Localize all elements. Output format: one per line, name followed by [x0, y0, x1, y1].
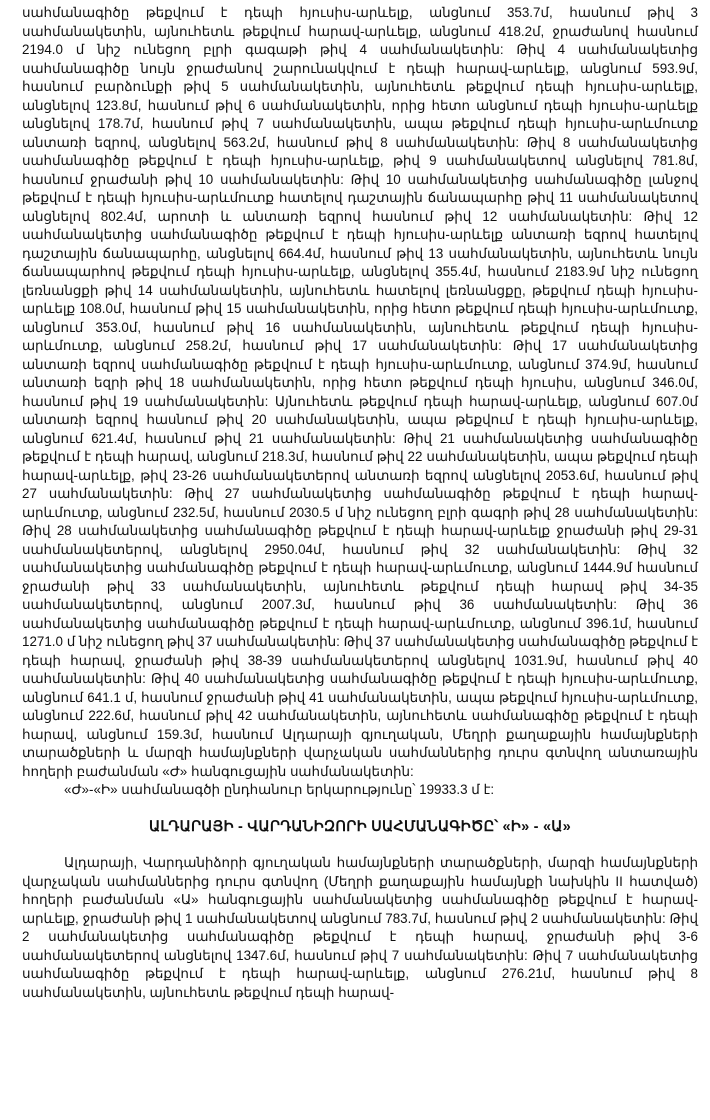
boundary-total-length: «Ժ»-«Ի» սահմանագծի ընդհանուր երկարությունը՝ 19933.3 մ է: [64, 782, 495, 797]
boundary-description-paragraph: սահմանագիծը թեքվում է դեպի հյուսիս-արևելք, անցնում 353.7մ, հասնում թիվ 3 սահմանակետին, այնուհետև թեքվում հարավ-արևելք, անցնում 418.2մ, ջրաժանով հասնում 2194.0 մ նիշ ունեցող բլրի գագաթի թիվ 4 սահմանակետին: Թիվ 4 սահմանակետից սահմանագիծը նույն ջրաժանով շարունակվում է դեպի հարավ-արևելք, անցնում 593.9մ, հասնում բարձունքի թիվ 5 սահմանակետին, այնուհետև թեքվում դեպի հյուսիս-արևելք, անցնելով 123.8մ, հասնում թիվ 6 սահմանակետին, որից հետո անցնում դեպի հյուսիս-արևելք անցնելով 178.7մ, հասնում թիվ 7 սահմանակետին, ապա թեքվում դեպի հյուսիս-արևմուտք անտառի եզրով, անցնելով 563.2մ, հասնում թիվ 8 սահմանակետին: Թիվ 8 սահմանակետից սահմանագիծը թեքվում է դեպի հյուսիս-արևելք, թիվ 9 սահմանակետով անցնելով 781.8մ, հասնում ջրաժանի թիվ 10 սահմանակետին: Թիվ 10 սահմանակետից սահմանագիծը լանջով թեքվում է դեպի հյուսիս-արևմուտք հատելով դաշտային ճանապարհը թիվ 11 սահմանակետով անցնելով 802.4մ, արոտի և անտառի եզրով հասնում թիվ 12 սահմանակետին: Թիվ 12 սահմանակետից սահմանագիծը թեքվում է դեպի հյուսիս-արևելք անտառի եզրով հատելով դաշտային ճանապարհը, անցնելով 664.4մ, հասնում թիվ 13 սահմանակետին, այնուհետև նույն ճանապարհով թեքվում դեպի հյուսիս-արևելք, անցնելով 355.4մ, հասնում 2183.9մ նիշ ունեցող լեռնանցքի թիվ 14 սահմանակետին, այնուհետև հատելով լեռնանցքը, թեքվում դեպի հյուսիս-արևելք 108.0մ, հասնում թիվ 15 սահմանակետին, որից հետո թեքվում դեպի հյուսիս-արևմուտք, անցնում 353.0մ, հասնում թիվ 16 սահմանակետին, այնուհետև թեքվում դեպի հյուսիս-արևմուտք, անցնում 258.2մ, հասնում թիվ 17 սահմանակետին: Թիվ 17 սահմանակետից անտառի եզրով սահմանագիծը թեքվում է դեպի հյուսիս-արևմուտք, անցնում 374.9մ, հասնում անտառի եզրի թիվ 18 սահմանակետին, որից հետո թեքվում դեպի հյուսիս, անցնում 346.0մ, հասնում թիվ 19 սահմանակետին: Այնուհետև թեքվում դեպի հարավ-արևելք, անցնում 607.0մ անտառի եզրով հասնում թիվ 20 սահմանակետին, ապա թեքվում է դեպի հյուսիս-արևելք, անցնում 621.4մ, հասնում թիվ 21 սահմանակետին: Թիվ 21 սահմանակետից սահմանագիծը թեքվում է դեպի հարավ, անցնում 218.3մ, հասնում թիվ 22 սահմանակետին, ապա թեքվում դեպի հարավ-արևելք, թիվ 23-26 սահմանակետերով անտառի եզրով անցնելով 2053.6մ, հասնում թիվ 27 սահմանակետին: Թիվ 27 սահմանակետից սահմանագիծը թեքվում է դեպի հարավ-արևմուտք, անցնում 232.5մ, հասնում 2030.5 մ նիշ ունեցող բլրի գագրի թիվ 28 սահմանակետին: Թիվ 28 սահմանակետից սահմանագիծը թեքվում է դեպի հարավ-արևելք ջրաժանի թիվ 29-31 սահմանակետերով, անցնելով 2950.04մ, հասնում թիվ 32 սահմանակետին: Թիվ 32 սահմանակետից սահմանագիծը թեքվում է դեպի հարավ-արևմուտք, անցնում 1444.9մ հասնում ջրաժանի թիվ 33 սահմանակետին, այնուհետև թեքվում դեպի հարավ թիվ 34-35 սահմանակետերով, անցնում 2007.3մ, հասնում թիվ 36 սահմանակետին: Թիվ 36 սահմանակետից սահմանագիծը թեքվում է դեպի հարավ-արևմուտք, անցնում 396.1մ, հասնում 1271.0 մ նիշ ունեցող թիվ 37 սահմանակետին: Թիվ 37 սահմանակետից սահմանագիծը թեքվում է դեպի հարավ, ջրաժանի թիվ 38-39 սահմանակետերով անցնելով 1031.9մ, հասնում թիվ 40 սահմանակետին: Թիվ 40 սահմանակետից սահմանագիծը թեքվում է դեպի հյուսիս-արևմուտք, անցնում 641.1 մ, հասնում ջրաժանի թիվ 41 սահմանակետին, ապա թեքվում հյուսիս-արևմուտք, անցնում 222.6մ, հասնում թիվ 42 սահմանակետին, այնուհետև սահմանագիծը թեքվում է դեպի հարավ, անցնում 159.3մ, հասնում Ալդարայի գյուղական, Մեղրի քաղաքային համայնքների տարածքների և մարզի համայնքների վարչական սահմաններից դուրս գտնվող անտառային հողերի բաժանման «Ժ» հանգուցային սահմանակետին: [22, 5, 698, 779]
section-heading: ԱԼԴԱՐԱՅԻ - ՎԱՐԴԱՆԻԶՈՐԻ ՍԱՀՄԱՆԱԳԻԾԸ՝ «Ի» - «Ա» [149, 818, 571, 835]
section-paragraph: Ալդարայի, Վարդանիձորի գյուղական համայնքների տարածքների, մարզի համայնքների վարչական սահմաններից դուրս գտնվող (Մեղրի քաղաքային համայնքի նախկին II հատված) հողերի բաժանման «Ա» հանգուցային սահմանակետից սահմանագիծը թեքվում է հարավ-արևելք, ջրաժանի թիվ 1 սահմանակետով անցնում 783.7մ, հասնում թիվ 2 սահմանակետին: Թիվ 2 սահմանակետից սահմանագիծը թեքվում է դեպի հարավ, ջրաժանի թիվ 3-6 սահմանակետերով անցնելով 1347.6մ, հասնում թիվ 7 սահմանակետին: Թիվ 7 սահմանակետից սահմանագիծը թեքվում է դեպի հարավ-արևելք, անցնում 276.21մ, հասնում թիվ 8 սահմանակետին, այնուհետև թեքվում դեպի հարավ- [22, 855, 698, 1000]
